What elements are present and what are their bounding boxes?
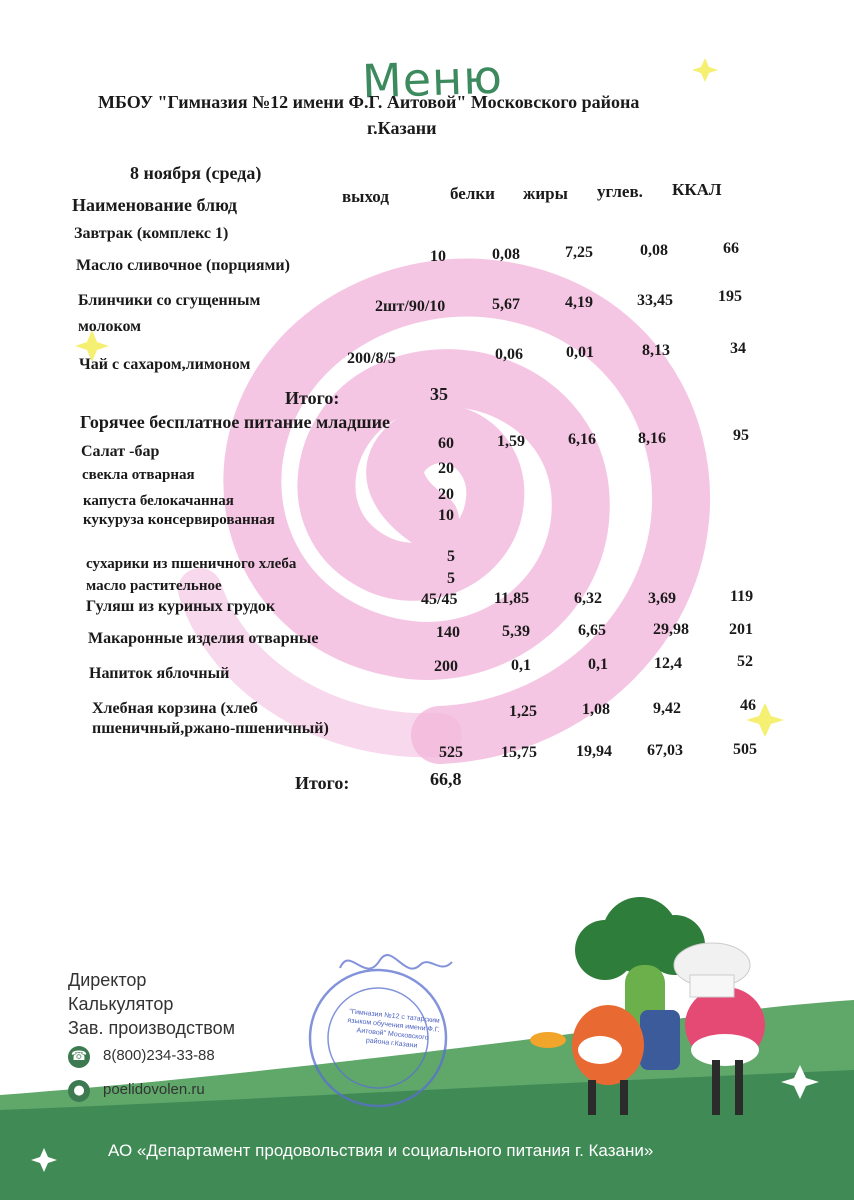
lunch-row-carbs: 9,42: [653, 700, 681, 717]
menu-date: 8 ноября (среда): [130, 163, 262, 183]
breakfast-total-label: Итого:: [285, 388, 340, 408]
lunch-row-fat: 1,08: [582, 701, 610, 718]
breakfast-row-carbs: 0,08: [640, 242, 668, 259]
footer-role-calculator: Калькулятор: [68, 994, 174, 1014]
salad-bar-kcal: 95: [733, 427, 749, 444]
lunch-sum-fat: 19,94: [576, 743, 612, 760]
lunch-row-protein: 5,39: [502, 623, 530, 640]
lunch-sum-carbs: 67,03: [647, 742, 683, 759]
breakfast-total-value: 35: [430, 384, 448, 404]
lunch-total-value: 66,8: [430, 769, 462, 789]
lunch-row-carbs: 3,69: [648, 590, 676, 607]
salad-bar-fat: 6,16: [568, 431, 596, 448]
lunch-row-name: Напиток яблочный: [89, 665, 230, 682]
footer-role-production-head: Зав. производством: [68, 1018, 235, 1038]
lunch-row-yield: 45/45: [421, 591, 458, 608]
lunch-sum-yield: 525: [439, 744, 463, 761]
menu-logo: Меню: [361, 49, 504, 109]
column-header-yield: выход: [342, 187, 389, 206]
lunch-title: Горячее бесплатное питание младшие: [80, 412, 390, 432]
column-header-carbs: углев.: [597, 182, 643, 201]
school-name-line1: МБОУ "Гимназия №12 имени Ф.Г. Аитовой" Московского района: [98, 92, 640, 112]
breakfast-row-name: Масло сливочное (порциями): [76, 257, 290, 274]
breakfast-title: Завтрак (комплекс 1): [74, 225, 229, 242]
lunch-row-kcal: 46: [740, 697, 756, 714]
lunch-total-label: Итого:: [295, 773, 350, 793]
lunch-row-name: Макаронные изделия отварные: [88, 630, 319, 647]
lunch-row-name: Хлебная корзина (хлеб: [92, 700, 258, 717]
lunch-row-name-cont: пшеничный,ржано-пшеничный): [92, 720, 329, 737]
column-header-protein: белки: [450, 184, 495, 203]
column-header-kcal: ККАЛ: [672, 180, 722, 199]
breakfast-row-name: Чай с сахаром,лимоном: [79, 356, 251, 373]
footer-company: АО «Департамент продовольствия и социального питания г. Казани»: [108, 1141, 654, 1160]
salad-bar-yield: 60: [438, 435, 454, 452]
salad-ingredient-yield: 20: [438, 460, 454, 477]
footer-website[interactable]: poelidovolen.ru: [103, 1081, 205, 1098]
breakfast-row-kcal: 34: [730, 340, 746, 357]
lunch-row-yield: 140: [436, 624, 460, 641]
salad-ingredient-yield: 20: [438, 486, 454, 503]
breakfast-row-kcal: 195: [718, 288, 742, 305]
lunch-row-carbs: 12,4: [654, 655, 682, 672]
lunch-row-yield: 200: [434, 658, 458, 675]
breakfast-row-fat: 0,01: [566, 344, 594, 361]
breakfast-row-kcal: 66: [723, 240, 739, 257]
globe-icon: ●: [68, 1080, 90, 1102]
lunch-row-kcal: 52: [737, 653, 753, 670]
lunch-row-carbs: 29,98: [653, 621, 689, 638]
lunch-row-kcal: 119: [730, 588, 754, 605]
breakfast-row-carbs: 33,45: [637, 292, 673, 309]
breakfast-row-carbs: 8,13: [642, 342, 670, 359]
salad-ingredient-name: капуста белокачанная: [83, 493, 234, 509]
salad-bar-protein: 1,59: [497, 433, 525, 450]
lunch-sum-kcal: 505: [733, 741, 757, 758]
column-header-name: Наименование блюд: [72, 195, 237, 215]
lunch-row-fat: 0,1: [588, 656, 608, 673]
lunch-row-protein: 11,85: [494, 590, 530, 607]
salad-ingredient-yield: 10: [438, 507, 454, 524]
salad-ingredient-name: сухарики из пшеничного хлеба: [86, 556, 297, 572]
breakfast-row-name-cont: молоком: [78, 318, 142, 335]
breakfast-row-protein: 0,08: [492, 246, 520, 263]
breakfast-row-yield: 10: [430, 248, 446, 265]
salad-ingredient-name: масло растительное: [86, 578, 222, 594]
breakfast-row-fat: 4,19: [565, 294, 593, 311]
salad-bar-name: Салат -бар: [81, 443, 160, 460]
breakfast-row-fat: 7,25: [565, 244, 593, 261]
column-header-fat: жиры: [523, 184, 568, 203]
lunch-row-name: Гуляш из куриных грудок: [86, 598, 276, 615]
breakfast-row-protein: 5,67: [492, 296, 520, 313]
stamp-text: "Гимназия №12 с татарским языком обучения имени Ф.Г. Аитовой" Московского района г.Казани: [347, 1008, 440, 1050]
lunch-row-fat: 6,65: [578, 622, 606, 639]
lunch-row-protein: 1,25: [509, 703, 537, 720]
breakfast-row-yield: 200/8/5: [347, 350, 396, 367]
salad-ingredient-yield: 5: [447, 570, 455, 587]
lunch-row-fat: 6,32: [574, 590, 602, 607]
breakfast-row-yield: 2шт/90/10: [375, 298, 446, 315]
footer-phone[interactable]: 8(800)234-33-88: [103, 1047, 215, 1064]
salad-ingredient-name: свекла отварная: [82, 467, 195, 483]
lunch-row-kcal: 201: [729, 621, 753, 638]
phone-icon: ☎: [68, 1046, 90, 1068]
lunch-row-protein: 0,1: [511, 657, 531, 674]
breakfast-row-protein: 0,06: [495, 346, 523, 363]
salad-ingredient-yield: 5: [447, 548, 455, 565]
salad-bar-carbs: 8,16: [638, 430, 666, 447]
school-name-line2: г.Казани: [367, 118, 437, 138]
footer-role-director: Директор: [68, 970, 147, 990]
salad-ingredient-name: кукуруза консервированная: [83, 512, 275, 528]
breakfast-row-name: Блинчики со сгущенным: [78, 292, 261, 309]
lunch-sum-protein: 15,75: [501, 744, 537, 761]
